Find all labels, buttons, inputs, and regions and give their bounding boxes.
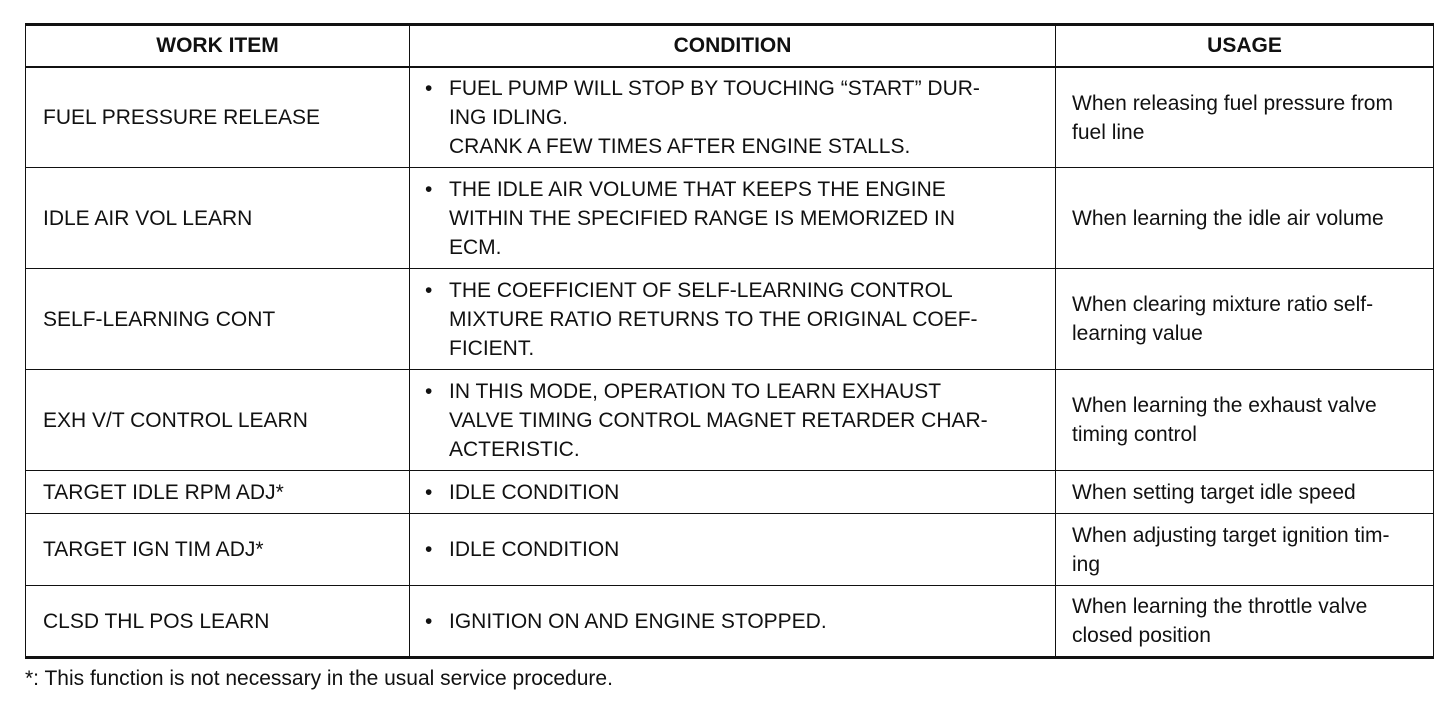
usage-line: When releasing fuel pressure from	[1072, 91, 1393, 115]
work-item-cell: EXH V/T CONTROL LEARN	[26, 370, 410, 471]
condition-line: FICIENT.	[449, 336, 535, 360]
condition-line: THE COEFFICIENT OF SELF-LEARNING CONTROL	[449, 278, 953, 302]
condition-line: THE IDLE AIR VOLUME THAT KEEPS THE ENGINE	[449, 177, 946, 201]
table-row	[26, 471, 1434, 514]
condition-line: FUEL PUMP WILL STOP BY TOUCHING “START” DUR-	[449, 77, 980, 100]
condition-cell	[410, 67, 1056, 168]
header-condition: CONDITION	[410, 25, 1056, 68]
work-item-cell: TARGET IGN TIM ADJ*	[26, 514, 410, 586]
condition-line: CRANK A FEW TIMES AFTER ENGINE STALLS.	[449, 135, 911, 158]
usage-line: timing control	[1072, 423, 1197, 446]
condition-line: IN THIS MODE, OPERATION TO LEARN EXHAUST	[449, 379, 942, 403]
usage-cell	[1056, 269, 1434, 370]
condition-line: ACTERISTIC.	[449, 437, 580, 461]
condition-line: IDLE CONDITION	[449, 538, 620, 561]
bullet-icon: •	[425, 538, 433, 561]
usage-line: When clearing mixture ratio self-	[1072, 293, 1374, 316]
bullet-icon: •	[425, 278, 433, 302]
work-item-cell: FUEL PRESSURE RELEASE	[26, 67, 410, 168]
condition-line: ECM.	[449, 235, 502, 259]
usage-line: ing	[1072, 552, 1101, 576]
usage-cell	[1056, 67, 1434, 168]
condition-cell	[410, 514, 1056, 586]
work-item-table	[25, 23, 1434, 659]
footnote: *: This function is not necessary in the usual service procedure.	[25, 667, 613, 690]
bullet-icon: •	[425, 177, 433, 201]
usage-cell	[1056, 586, 1434, 658]
condition-cell	[410, 269, 1056, 370]
usage-line: fuel line	[1072, 120, 1145, 144]
usage-cell	[1056, 514, 1434, 586]
work-item-cell: CLSD THL POS LEARN	[26, 586, 410, 658]
usage-cell	[1056, 471, 1434, 514]
table-row	[26, 67, 1434, 168]
condition-line: MIXTURE RATIO RETURNS TO THE ORIGINAL COEF-	[449, 307, 978, 331]
usage-cell	[1056, 168, 1434, 269]
condition-cell	[410, 471, 1056, 514]
usage-line: When learning the exhaust valve	[1072, 394, 1377, 417]
condition-line: ING IDLING.	[449, 106, 569, 129]
usage-line: When learning the idle air volume	[1072, 206, 1384, 230]
header-work-item: WORK ITEM	[26, 25, 410, 68]
work-item-cell: TARGET IDLE RPM ADJ*	[26, 471, 410, 514]
table-row	[26, 269, 1434, 370]
usage-cell	[1056, 370, 1434, 471]
table-row	[26, 586, 1434, 658]
header-row	[26, 25, 1434, 68]
condition-line: IDLE CONDITION	[449, 480, 620, 504]
table-row	[26, 370, 1434, 471]
table-row	[26, 168, 1434, 269]
condition-cell	[410, 168, 1056, 269]
condition-line: VALVE TIMING CONTROL MAGNET RETARDER CHAR-	[449, 408, 988, 432]
bullet-icon: •	[425, 480, 433, 504]
header-usage: USAGE	[1056, 25, 1434, 68]
usage-line: closed position	[1072, 624, 1211, 647]
usage-line: learning value	[1072, 322, 1203, 345]
table-row	[26, 514, 1434, 586]
bullet-icon: •	[425, 609, 433, 633]
bullet-icon: •	[425, 77, 433, 100]
work-item-cell: SELF-LEARNING CONT	[26, 269, 410, 370]
usage-line: When setting target idle speed	[1072, 480, 1356, 504]
bullet-icon: •	[425, 379, 433, 403]
condition-line: IGNITION ON AND ENGINE STOPPED.	[449, 609, 827, 633]
condition-cell	[410, 586, 1056, 658]
condition-cell	[410, 370, 1056, 471]
condition-line: WITHIN THE SPECIFIED RANGE IS MEMORIZED IN	[449, 206, 955, 230]
usage-line: When adjusting target ignition tim-	[1072, 523, 1390, 547]
usage-line: When learning the throttle valve	[1072, 595, 1368, 618]
work-item-cell: IDLE AIR VOL LEARN	[26, 168, 410, 269]
